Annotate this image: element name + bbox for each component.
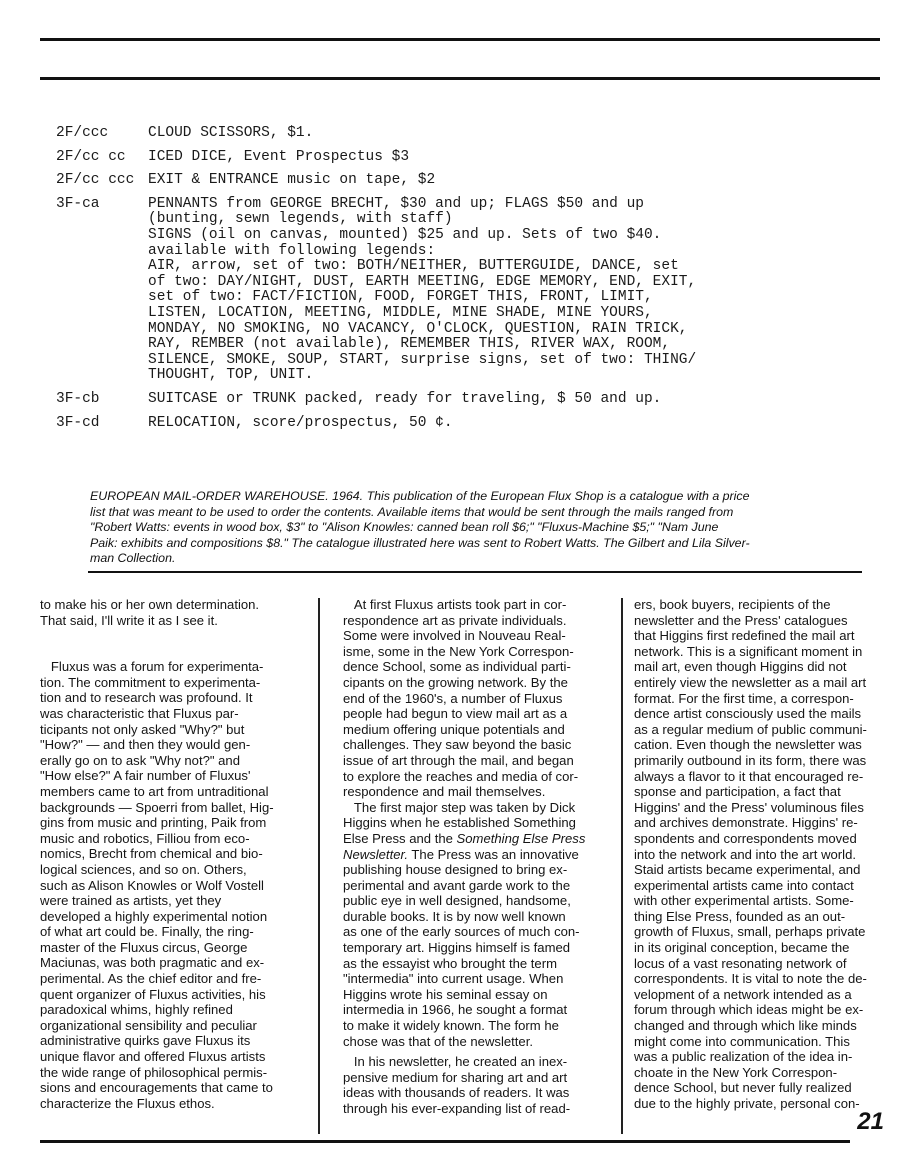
text-line: Higgins when he established Something (343, 815, 576, 831)
text-line: Maciunas, was both pragmatic and ex- (40, 955, 265, 971)
text-line: issue of art through the mail, and began (343, 752, 574, 768)
text-line: characterize the Fluxus ethos. (40, 1095, 215, 1111)
bottom-rule (40, 1140, 850, 1143)
text-line: forum through which ideas might be ex- (634, 1002, 864, 1018)
text-line: was a public realization of the idea in- (634, 1049, 853, 1065)
text-line: with other experimental artists. Some- (634, 893, 854, 909)
text-line: to explore the reaches and media of cor- (343, 768, 579, 784)
catalog-line: available with following legends: (148, 242, 436, 259)
text-line: Some were involved in Nouveau Real- (343, 628, 566, 644)
text-line: dence School, but never fully realized (634, 1080, 852, 1096)
text-line: such as Alison Knowles or Wolf Vostell (40, 877, 264, 893)
body-column-3 (634, 597, 894, 1112)
text-line: "intermedia" into current usage. When (343, 971, 564, 987)
text-line: that Higgins first redefined the mail art (634, 628, 855, 644)
text-line: growth of Fluxus, small, perhaps private (634, 924, 866, 940)
text-line: durable books. It is by now well known (343, 908, 566, 924)
catalog-line: SIGNS (oil on canvas, mounted) $25 and up. Sets of two $40. (148, 226, 662, 243)
catalog-description (148, 197, 856, 384)
catalog-code: 3F-cb (56, 390, 100, 407)
text-line: administrative quirks gave Fluxus its (40, 1033, 251, 1049)
text-line: as one of the early sources of much con- (343, 924, 580, 940)
catalog-line: RAY, REMBER (not available), REMEMBER THIS, RIVER WAX, ROOM, (148, 336, 671, 353)
text-line: pensive medium for sharing art and art (343, 1069, 568, 1085)
text-line: the wide range of philosophical permis- (40, 1064, 268, 1080)
text-line: to make it widely known. The form he (343, 1018, 559, 1034)
catalog-line: SUITCASE or TRUNK packed, ready for traveling, $ 50 and up. (148, 390, 662, 407)
text-line: medium offering unique potentials and (343, 721, 565, 737)
catalog-line: THOUGHT, TOP, UNIT. (148, 367, 314, 384)
catalog-code: 2F/cc ccc (56, 172, 135, 189)
text-line: organizational sensibility and peculiar (40, 1017, 257, 1033)
text-line: as a regular medium of public communi- (634, 721, 867, 737)
text-line: tion. The commitment to experimenta- (40, 674, 261, 690)
text-line: newsletter and the Press' catalogues (634, 612, 848, 628)
top-rule-2 (40, 77, 880, 80)
text-line: might come into communication. This (634, 1033, 850, 1049)
text-line: gins from music and printing, Paik from (40, 815, 267, 831)
text-line: respondence and mail themselves. (343, 784, 546, 800)
text-line: Higgins wrote his seminal essay on (343, 986, 548, 1002)
text-line: erally go on to ask "Why not?" and (40, 752, 240, 768)
text-line: dence artist consciously used the mails (634, 706, 862, 722)
text-line: Else Press and the Something Else Press (343, 830, 586, 846)
catalog-code: 3F-ca (56, 195, 100, 212)
text-line: primarily outbound in its form, there was (634, 752, 867, 768)
text-line: entirely view the newsletter as a mail art (634, 674, 867, 690)
text-line: At first Fluxus artists took part in cor- (343, 597, 567, 612)
text-line: mail art, even though Higgins did not (634, 659, 847, 675)
catalog-entry (56, 150, 856, 166)
text-line: changed and through which like minds (634, 1018, 857, 1034)
text-line: in its original conception, became the (634, 940, 850, 956)
page-number: 21 (857, 1108, 884, 1135)
text-line: unique flavor and offered Fluxus artists (40, 1049, 266, 1065)
catalog-listing (56, 126, 856, 439)
top-rule-1 (40, 38, 880, 41)
catalog-line: of two: DAY/NIGHT, DUST, EARTH MEETING, EDGE MEMORY, END, EXIT, (148, 273, 697, 290)
catalog-description (148, 392, 856, 408)
catalog-entry (56, 197, 856, 384)
text-line: temporary art. Higgins himself is famed (343, 940, 571, 956)
catalog-entry (56, 416, 856, 432)
caption-line: "Robert Watts: events in wood box, $3" to "Alison Knowles: canned bean roll $6;" "Fluxus-Machine $5;" "Nam June (90, 520, 719, 535)
text-line: publishing house designed to bring ex- (343, 862, 568, 878)
text-line: intermedia in 1966, he sought a format (343, 1002, 568, 1018)
catalog-line: (bunting, sewn legends, with staff) (148, 211, 453, 228)
catalog-line: AIR, arrow, set of two: BOTH/NEITHER, BUTTERGUIDE, DANCE, set (148, 258, 679, 275)
text-line: due to the highly private, personal con- (634, 1096, 860, 1111)
catalog-description (148, 126, 856, 142)
caption-rule (88, 571, 862, 573)
text-line: That said, I'll write it as I see it. (40, 612, 218, 628)
catalog-entry (56, 392, 856, 408)
catalog-line: EXIT & ENTRANCE music on tape, $2 (148, 172, 436, 189)
text-line: Newsletter. The Press was an innovative (343, 846, 579, 862)
catalog-code: 2F/cc cc (56, 148, 126, 165)
text-line: members came to art from untraditional (40, 783, 269, 799)
text-line: logical sciences, and so on. Others, (40, 861, 247, 877)
text-line: format. For the first time, a correspon- (634, 690, 854, 706)
text-line: experimental artists came into contact (634, 877, 854, 893)
catalog-description (148, 416, 856, 432)
body-column-2 (343, 597, 613, 1117)
text-line: end of the 1960's, a number of Fluxus (343, 690, 563, 706)
text-line: sponse and participation, a fact that (634, 784, 841, 800)
text-line: spondents and correspondents moved (634, 830, 857, 846)
text-line: perimental. As the chief editor and fre- (40, 971, 262, 987)
column-divider-1 (318, 598, 320, 1134)
text-line: thing Else Press, founded as an out- (634, 908, 846, 924)
caption-line: list that was meant to be used to order the contents. Available items that would be sent through the mails ranged from (90, 504, 734, 519)
text-line: "How else?" A fair number of Fluxus' (40, 768, 251, 784)
text-line: was characteristic that Fluxus par- (40, 705, 239, 721)
catalog-line: RELOCATION, score/prospectus, 50 ¢. (148, 414, 453, 431)
text-line: through his ever-expanding list of read- (343, 1101, 571, 1116)
text-line: isme, some in the New York Correspon- (343, 643, 574, 659)
text-line: cipants on the growing network. By the (343, 674, 568, 690)
text-line: The first major step was taken by Dick (353, 799, 576, 815)
text-line: backgrounds — Spoerri from ballet, Hig- (40, 799, 274, 815)
catalog-entry (56, 173, 856, 189)
text-line: locus of a vast resonating network of (634, 955, 847, 971)
catalog-entry (56, 126, 856, 142)
text-line: ideas with thousands of readers. It was (343, 1085, 570, 1101)
text-line: correspondents. It is vital to note the de- (634, 971, 867, 987)
text-line: In his newsletter, he created an inex- (343, 1054, 568, 1070)
text-line: as the essayist who brought the term (343, 955, 557, 971)
text-line: sions and encouragements that came to (40, 1080, 273, 1096)
catalog-code: 2F/ccc (56, 125, 109, 141)
text-line: people had begun to view mail art as a (343, 706, 568, 722)
catalog-description (148, 173, 856, 189)
catalog-line: MONDAY, NO SMOKING, NO VACANCY, O'CLOCK, QUESTION, RAIN TRICK, (148, 320, 688, 337)
text-line: respondence art as private individuals. (343, 612, 567, 628)
text-line: quent organizer of Fluxus activities, his (40, 986, 266, 1002)
text-line: tion and to research was profound. It (40, 690, 253, 706)
text-line: ticipants not only asked "Why?" but (40, 721, 245, 737)
body-column-1 (40, 597, 300, 1111)
text-line: developed a highly experimental notion (40, 908, 268, 924)
column-divider-2 (621, 598, 623, 1134)
text-line: into the network and into the art world. (634, 846, 856, 862)
text-line: of what art could be. Finally, the ring- (40, 924, 254, 940)
text-line: master of the Fluxus circus, George (40, 939, 248, 955)
catalog-description (148, 150, 856, 166)
caption-line: EUROPEAN MAIL-ORDER WAREHOUSE. 1964. This publication of the European Flux Shop is a catalogue with a price (90, 489, 750, 503)
text-line: ers, book buyers, recipients of the (634, 597, 831, 612)
catalog-line: PENNANTS from GEORGE BRECHT, $30 and up; FLAGS $50 and up (148, 195, 644, 212)
text-line: challenges. They saw beyond the basic (343, 737, 572, 753)
text-line: chose was that of the newsletter. (343, 1033, 533, 1049)
figure-caption (90, 489, 862, 567)
catalog-code: 3F-cd (56, 414, 100, 431)
text-line: Higgins' and the Press' voluminous files (634, 799, 864, 815)
catalog-line: CLOUD SCISSORS, $1. (148, 125, 314, 141)
text-line: paradoxical whims, highly refined (40, 1002, 233, 1018)
text-line: music and robotics, Filliou from eco- (40, 830, 250, 846)
text-line: nomics, Brecht from chemical and bio- (40, 846, 263, 862)
text-line: Fluxus was a forum for experimenta- (40, 659, 264, 675)
text-line: network. This is a significant moment in (634, 643, 863, 659)
text-line: velopment of a network intended as a (634, 986, 852, 1002)
text-line: perimental and avant garde work to the (343, 877, 571, 893)
text-line: public eye in well designed, handsome, (343, 893, 571, 909)
caption-line: man Collection. (90, 551, 176, 566)
text-line: were trained as artists, yet they (40, 893, 222, 909)
catalog-line: set of two: FACT/FICTION, FOOD, FORGET THIS, FRONT, LIMIT, (148, 289, 653, 306)
catalog-line: SILENCE, SMOKE, SOUP, START, surprise signs, set of two: THING/ (148, 351, 697, 368)
text-line: always a flavor to it that encouraged re- (634, 768, 864, 784)
text-line: "How?" — and then they would gen- (40, 737, 251, 753)
text-line: and archives demonstrate. Higgins' re- (634, 815, 858, 831)
text-line: to make his or her own determination. (40, 597, 260, 612)
text-line: choate in the New York Correspon- (634, 1064, 838, 1080)
text-line: cation. Even though the newsletter was (634, 737, 862, 753)
caption-line: Paik: exhibits and compositions $8." The catalogue illustrated here was sent to Robert Watts. The Gilbert and Lila Silver- (90, 535, 750, 550)
catalog-line: LISTEN, LOCATION, MEETING, MIDDLE, MINE SHADE, MINE YOURS, (148, 304, 653, 321)
text-line: Staid artists became experimental, and (634, 862, 861, 878)
catalog-line: ICED DICE, Event Prospectus $3 (148, 148, 410, 165)
text-line: dence School, some as individual parti- (343, 659, 571, 675)
